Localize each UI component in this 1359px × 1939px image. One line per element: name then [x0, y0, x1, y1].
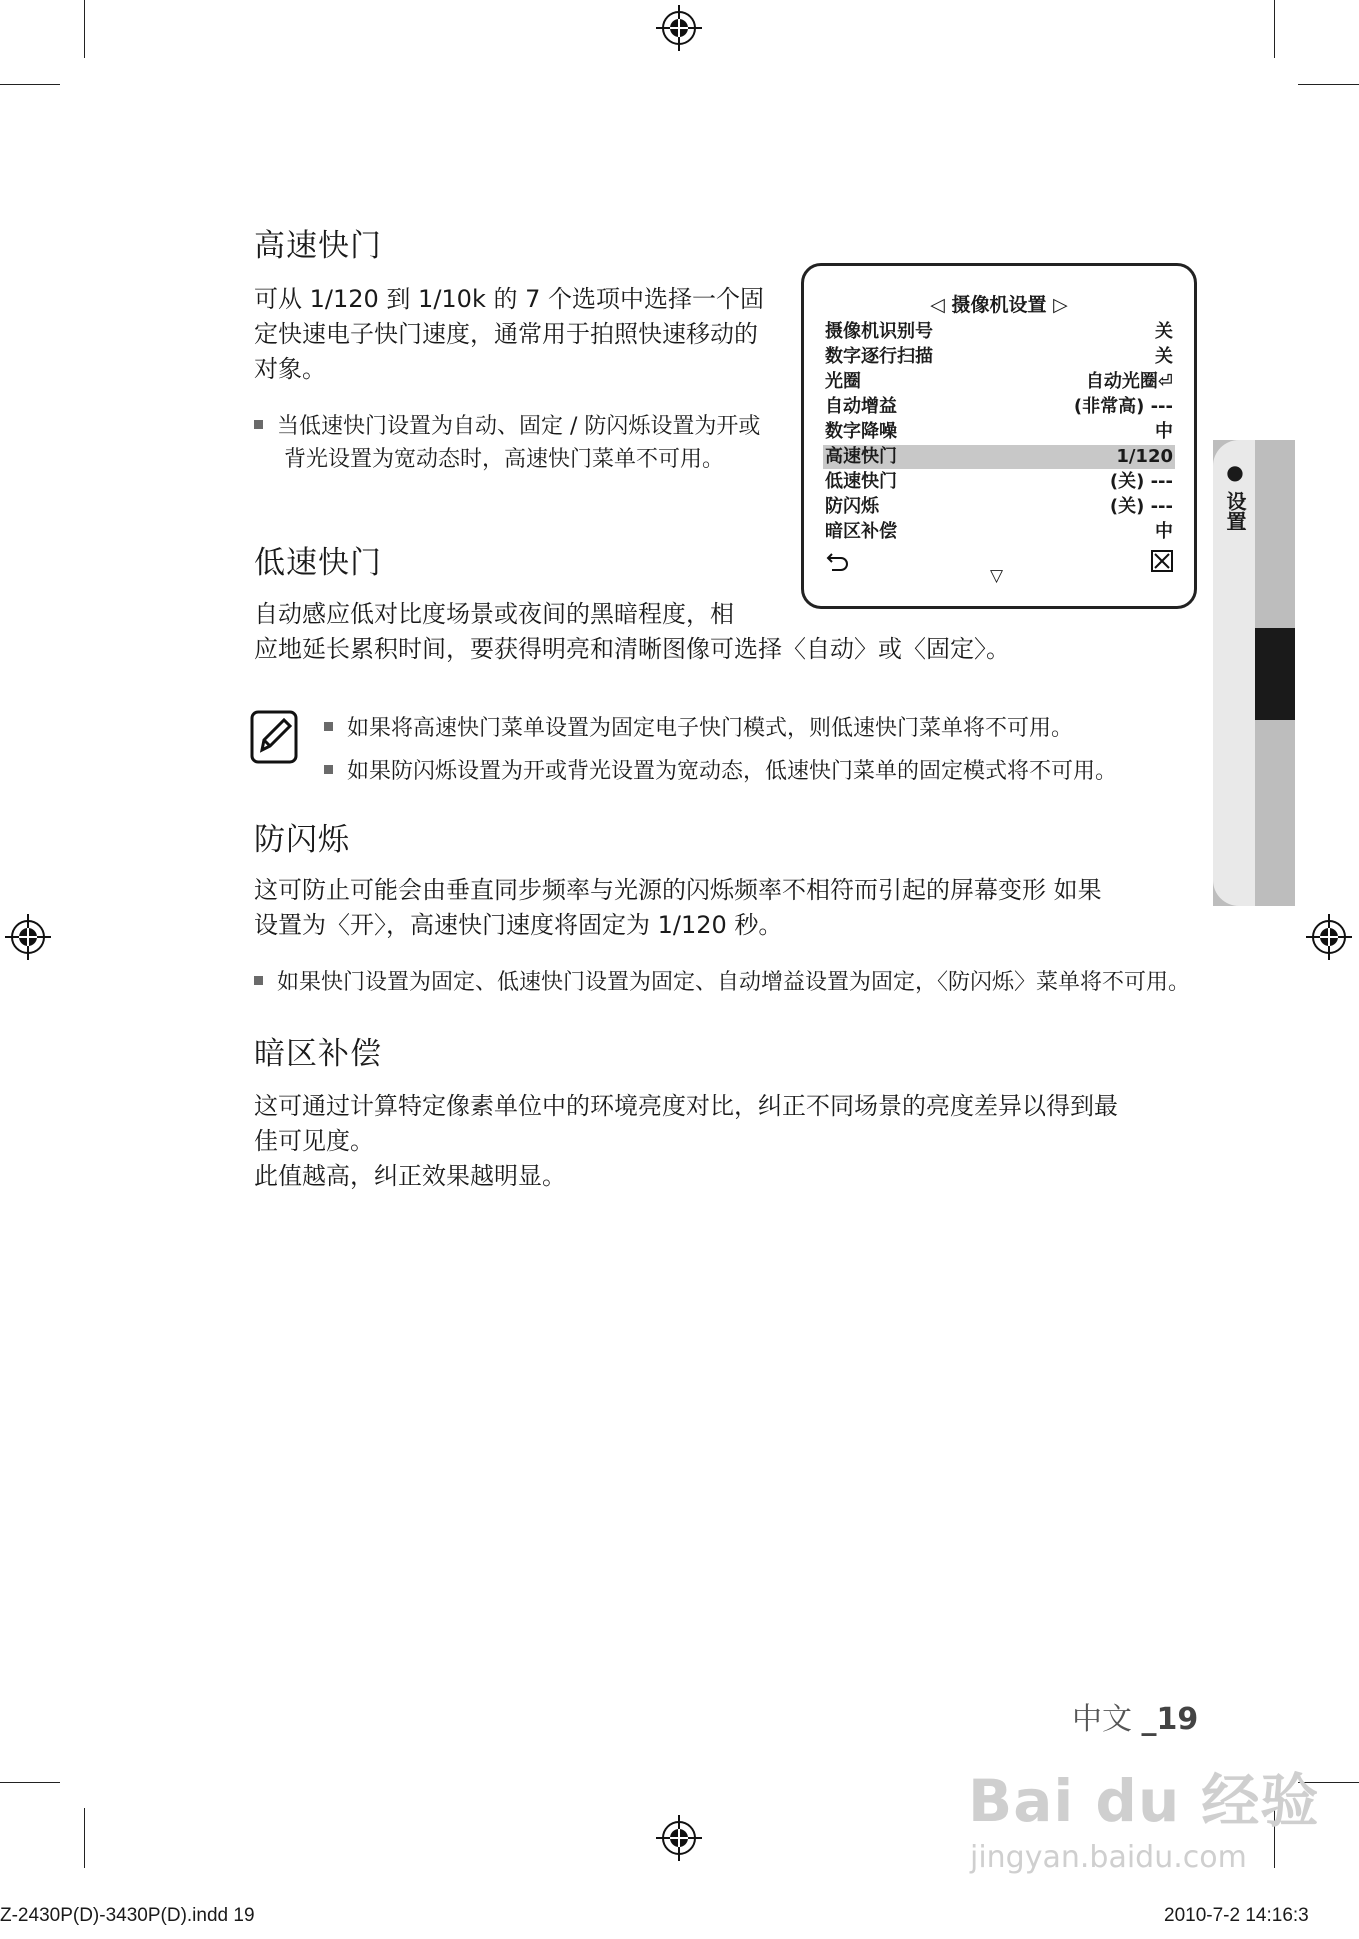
menu-row-label: 光圈: [825, 371, 861, 392]
crop-mark: [0, 1782, 60, 1783]
menu-row-value: 中: [1155, 521, 1173, 542]
watermark-logo: [968, 1754, 1319, 1838]
menu-row-label: 数字降噪: [825, 421, 897, 442]
registration-mark-icon: [1306, 914, 1352, 960]
menu-row-label: 摄像机识别号: [825, 321, 933, 342]
registration-mark-icon: [656, 5, 702, 51]
paragraph-line: 这可通过计算特定像素单位中的环境亮度对比，纠正不同场景的亮度差异以得到最: [254, 1092, 1118, 1120]
paragraph-line: 可从 1/120 到 1/10k 的 7 个选项中选择一个固: [254, 285, 764, 313]
bullet-square-icon: [324, 765, 333, 774]
paragraph-line: 定快速电子快门速度，通常用于拍照快速移动的: [254, 320, 758, 348]
menu-row-label: 高速快门: [825, 446, 897, 467]
note-pencil-icon: [250, 710, 300, 764]
note-text: 如果将高速快门菜单设置为固定电子快门模式，则低速快门菜单将不可用。: [347, 716, 1074, 741]
menu-row-label: 低速快门: [825, 471, 897, 492]
dark-compensation-paragraph: [254, 1089, 1204, 1194]
menu-row-label: 数字逐行扫描: [825, 346, 933, 367]
registration-mark-icon: [656, 1815, 702, 1861]
anti-flicker-bullet: [254, 966, 1204, 999]
crop-mark: [1274, 0, 1275, 58]
section-title-anti-flicker: 防闪烁: [254, 822, 350, 858]
bullet-square-icon: [324, 722, 333, 731]
side-tab-label: ● 设置: [1223, 460, 1247, 531]
watermark-url: jingyan.baidu.com: [970, 1840, 1247, 1875]
page-lang: 中文: [1072, 1702, 1132, 1737]
menu-row-value: 1/120: [1116, 446, 1173, 467]
section-title-low-shutter: 低速快门: [254, 545, 382, 581]
paragraph-line: 自动感应低对比度场景或夜间的黑暗程度，相: [254, 600, 734, 628]
menu-row: [823, 370, 1175, 394]
return-icon: [826, 550, 850, 572]
crop-mark: [84, 1808, 85, 1868]
menu-row: [823, 345, 1175, 369]
high-shutter-paragraph: [254, 282, 794, 387]
bullet-text: 如果快门设置为固定、低速快门设置为固定、自动增益设置为固定，〈防闪烁〉菜单将不可用。: [277, 970, 1191, 995]
paragraph-line: 此值越高，纠正效果越明显。: [254, 1162, 566, 1190]
side-tab-marker: [1255, 628, 1295, 720]
section-title-dark-compensation: 暗区补偿: [254, 1036, 382, 1072]
paragraph-line: 这可防止可能会由垂直同步频率与光源的闪烁频率不相符而引起的屏幕变形 如果: [254, 876, 1102, 904]
registration-mark-icon: [5, 914, 51, 960]
paragraph-line: 佳可见度。: [254, 1127, 374, 1155]
menu-row: [823, 520, 1175, 544]
page-num: _19: [1141, 1702, 1199, 1737]
low-shutter-paragraph: [254, 597, 1204, 667]
footer-timestamp: 2010-7-2 14:16:3: [1164, 1905, 1309, 1926]
note-text: 如果防闪烁设置为开或背光设置为宽动态，低速快门菜单的固定模式将不可用。: [347, 759, 1118, 784]
paragraph-line: 对象。: [254, 355, 326, 383]
section-title-high-shutter: 高速快门: [254, 228, 382, 264]
menu-row: [823, 320, 1175, 344]
camera-settings-menu: [801, 263, 1197, 609]
bullet-text: 背光设置为宽动态时，高速快门菜单不可用。: [284, 447, 725, 472]
footer-filename: Z-2430P(D)-3430P(D).indd 19: [0, 1905, 255, 1926]
menu-row: [823, 395, 1175, 419]
crop-mark: [84, 0, 85, 58]
menu-row-label: 暗区补偿: [825, 521, 897, 542]
menu-row-value: 关: [1155, 321, 1173, 342]
page-number: [1072, 1694, 1198, 1738]
bullet-text: 当低速快门设置为自动、固定 / 防闪烁设置为开或: [277, 414, 761, 439]
low-shutter-notes: [324, 712, 1224, 788]
watermark-text: Bai du 经验: [968, 1767, 1320, 1835]
high-shutter-bullet: [254, 410, 794, 476]
menu-row-label: 防闪烁: [825, 496, 879, 517]
menu-row-value: (关) ---: [1109, 471, 1173, 492]
menu-row: [823, 420, 1175, 444]
menu-row-value: (关) ---: [1109, 496, 1173, 517]
menu-row-selected: [823, 445, 1175, 469]
menu-row: [823, 470, 1175, 494]
menu-row-value: (非常高) ---: [1073, 396, 1173, 417]
crop-mark: [1298, 84, 1359, 85]
paragraph-line: 设置为〈开〉，高速快门速度将固定为 1/120 秒。: [254, 911, 783, 939]
bullet-square-icon: [254, 420, 263, 429]
bullet-square-icon: [254, 976, 263, 985]
anti-flicker-paragraph: [254, 873, 1204, 943]
menu-title: ◁ 摄像机设置 ▷: [930, 294, 1068, 316]
menu-row-value: 中: [1155, 421, 1173, 442]
exit-box-icon: [1151, 550, 1173, 572]
paragraph-line: 应地延长累积时间，要获得明亮和清晰图像可选择〈自动〉或〈固定〉。: [254, 635, 1010, 663]
down-arrow-icon: ▽: [990, 566, 1004, 586]
crop-mark: [0, 84, 60, 85]
menu-row-value: 关: [1155, 346, 1173, 367]
menu-row-label: 自动增益: [825, 396, 897, 417]
menu-row: [823, 495, 1175, 519]
menu-row-value: 自动光圈⏎: [1085, 371, 1173, 392]
